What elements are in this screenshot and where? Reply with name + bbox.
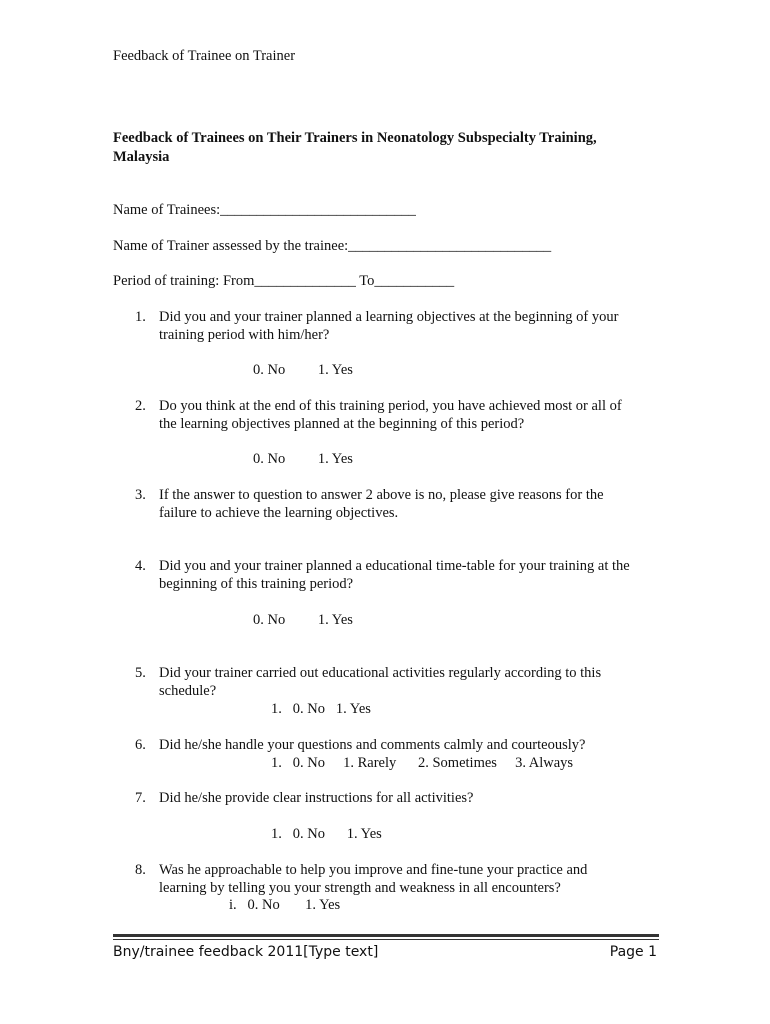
footer-left-text: Bny/trainee feedback 2011[Type text] <box>113 944 379 960</box>
training-period-field: Period of training: From______________ To___________ <box>113 273 455 289</box>
question-text: Did you and your trainer planned a learning objectives at the beginning of your <box>159 309 619 325</box>
question-number: 2. <box>135 398 146 414</box>
question-text: Did he/she handle your questions and comments calmly and courteously? <box>159 737 586 753</box>
footer-page-number: Page 1 <box>609 944 657 960</box>
question-text: If the answer to question to answer 2 above is no, please give reasons for the <box>159 487 604 503</box>
footer-rule-thin <box>113 939 659 940</box>
title-line-2: Malaysia <box>113 149 170 165</box>
running-header: Feedback of Trainee on Trainer <box>113 48 296 64</box>
answer-options: 0. No 1. Yes <box>253 612 353 628</box>
question-text: Did he/she provide clear instructions for all activities? <box>159 790 474 806</box>
answer-options: 0. No 1. Yes <box>253 451 353 467</box>
answer-options: 1. 0. No 1. Rarely 2. Sometimes 3. Always <box>271 755 574 771</box>
question-text: the learning objectives planned at the beginning of this period? <box>159 416 525 432</box>
question-number: 8. <box>135 862 146 878</box>
question-number: 5. <box>135 665 146 681</box>
title-line-1: Feedback of Trainees on Their Trainers in Neonatology Subspecialty Training, <box>113 130 597 146</box>
question-text: Did your trainer carried out educational activities regularly according to this <box>159 665 602 681</box>
trainee-name-field: Name of Trainees:___________________________ <box>113 202 416 218</box>
question-text: training period with him/her? <box>159 327 330 343</box>
trainer-name-field: Name of Trainer assessed by the trainee:____________________________ <box>113 238 552 254</box>
answer-options: i. 0. No 1. Yes <box>229 897 341 913</box>
question-number: 6. <box>135 737 146 753</box>
answer-options: 1. 0. No 1. Yes <box>271 826 382 842</box>
question-number: 7. <box>135 790 146 806</box>
question-text: Do you think at the end of this training period, you have achieved most or all of <box>159 398 622 414</box>
answer-options: 0. No 1. Yes <box>253 362 353 378</box>
question-text: schedule? <box>159 683 217 699</box>
question-text: failure to achieve the learning objectives. <box>159 505 399 521</box>
question-text: Did you and your trainer planned a educational time-table for your training at the <box>159 558 630 574</box>
question-number: 3. <box>135 487 146 503</box>
footer-rule-thick <box>113 934 659 937</box>
question-text: learning by telling you your strength and weakness in all encounters? <box>159 880 561 896</box>
question-text: Was he approachable to help you improve and fine-tune your practice and <box>159 862 588 878</box>
question-number: 1. <box>135 309 146 325</box>
question-number: 4. <box>135 558 146 574</box>
answer-options: 1. 0. No 1. Yes <box>271 701 371 717</box>
question-text: beginning of this training period? <box>159 576 354 592</box>
